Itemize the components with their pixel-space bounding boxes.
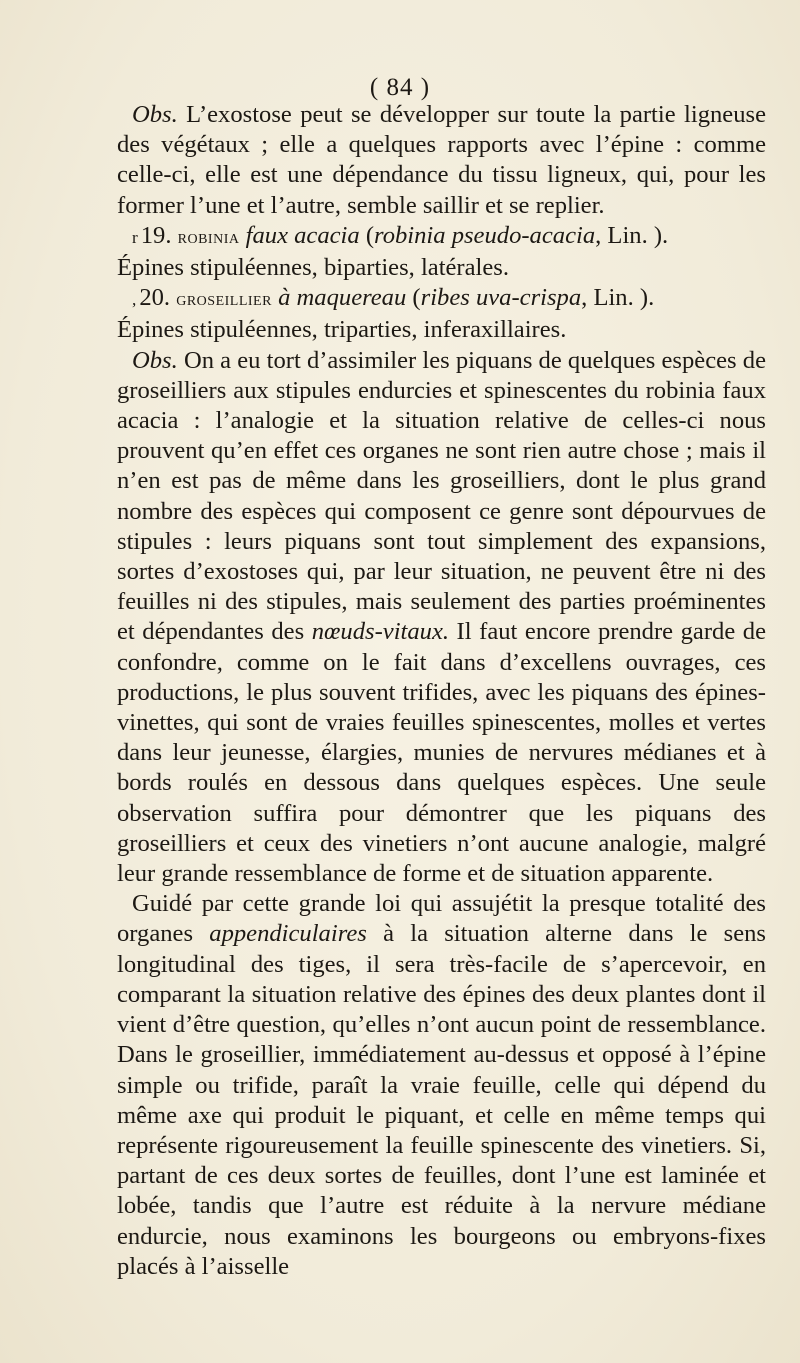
- species-entry-19: r 19. robinia faux acacia (robinia pseudo-acacia, Lin. ).: [132, 221, 669, 249]
- genus-name: robinia: [177, 225, 240, 248]
- page-number: ( 84 ): [369, 74, 431, 101]
- paragraph-text: Guidé par cette grande loi qui assujétit la presque totalité des organes: [117, 890, 766, 948]
- paragraph-3: [117, 889, 766, 1282]
- authority: , Lin. ).: [595, 221, 669, 249]
- italic-term: appendiculaires: [209, 920, 367, 948]
- paragraph-text: Il faut encore prendre garde de confondre, comme on le fait dans d’excellens ouvrages, ces productions, le plus souvent trifides, avec les piquans des épines-vinettes, qui sont de vraies feuilles spinescentes, molles et vertes dans leur jeunesse, élargies, munies de nervures médianes et à bords roulés en dessous dans quelques espèces. Une seule observation suffira pour démontrer que les piquans des groseilliers et ceux des vinetiers n’ont aucune analogie, malgré leur grande ressemblance de forme et de situation apparente.: [117, 618, 766, 888]
- scientific-name: ribes uva-crispa: [420, 284, 582, 312]
- common-name: faux acacia: [245, 221, 360, 249]
- observation-paragraph-1: [117, 100, 766, 221]
- italic-term: nœuds-vitaux.: [311, 618, 450, 646]
- obs-label: Obs.: [132, 346, 178, 374]
- paragraph-text: L’exostose peut se développer sur toute la partie ligneuse des végétaux ; elle a quelques rapports avec l’épine : comme celle-ci, elle est une dépendance du tissu ligneux, qui, pour les former l’une et l’autre, semble saillir et se replier.: [117, 101, 766, 219]
- species-entry-20: , 20. groseillier à maquereau (ribes uva-crispa, Lin. ).: [132, 284, 655, 312]
- entry-number: 20.: [139, 284, 171, 312]
- observation-paragraph-2: [117, 346, 766, 890]
- species-description-20: Épines stipuléennes, triparties, inferaxillaires.: [117, 316, 567, 344]
- paragraph-text: On a eu tort d’assimiler les piquans de quelques espèces de groseilliers aux stipules endurcies et spinescentes du robinia faux acacia : l’analogie et la situation relative de celles-ci nous prouvent qu’en effet ces organes ne sont rien autre chose ; mais il n’en est pas de même dans les groseilliers, dont le plus grand nombre des espèces qui composent ce genre sont dépourvues de stipules : leurs piquans sont tout simplement des expansions, sortes d’exostoses qui, par leur situation, ne peuvent être ni des feuilles ni des stipules, mais seulement des parties proéminentes et dépendantes des: [117, 346, 766, 646]
- species-description-19: Épines stipuléennes, biparties, latérales.: [117, 254, 510, 282]
- common-name: à maquereau: [278, 284, 407, 312]
- margin-mark: ,: [132, 290, 137, 310]
- obs-label: Obs.: [132, 101, 178, 128]
- scientific-name: robinia pseudo-acacia: [374, 221, 596, 249]
- paragraph-text: à la situation alterne dans le sens longitudinal des tiges, il sera très-facile de s’apercevoir, en comparant la situation relative des épines des deux plantes dont il vient d’être question, qu’elles n’ont aucun point de ressemblance. Dans le groseillier, immédiatement au-dessus et opposé à l’épine simple ou trifide, paraît la vraie feuille, celle qui dépend du même axe qui produit le piquant, et celle en même temps qui représente rigoureusement la feuille spinescente des vinetiers. Si, partant de ces deux sortes de feuilles, dont l’une est laminée et lobée, tandis que l’autre est réduite à la nervure médiane endurcie, nous examinons les bourgeons ou embryons-fixes placés à l’aisselle: [117, 920, 766, 1280]
- text-block: [117, 100, 766, 1282]
- entry-number: 19.: [140, 221, 172, 249]
- authority: , Lin. ).: [581, 284, 655, 312]
- genus-name: groseillier: [176, 288, 272, 311]
- margin-mark: r: [132, 227, 138, 247]
